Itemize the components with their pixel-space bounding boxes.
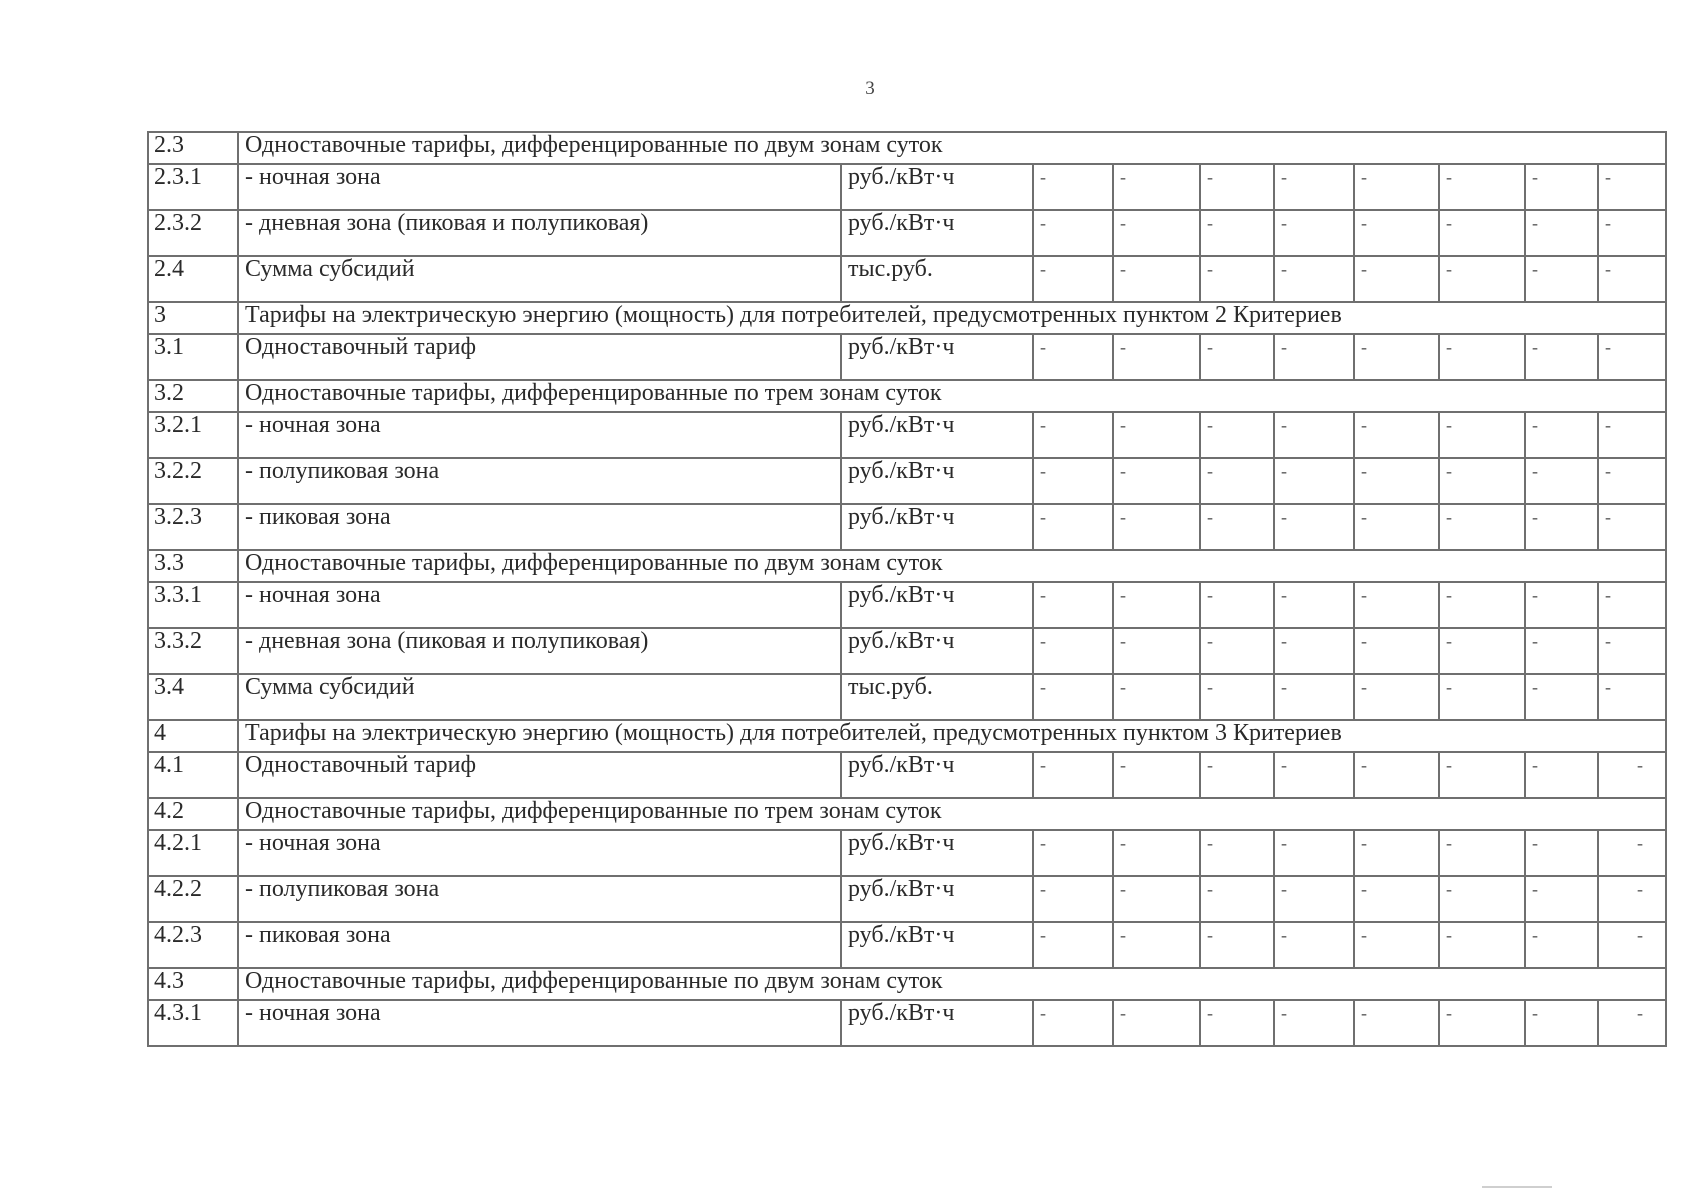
value-cell: - — [1439, 674, 1525, 720]
table-row — [148, 582, 1666, 628]
row-number: 4 — [148, 720, 238, 752]
value-cell: - — [1200, 412, 1274, 458]
value-cell: - — [1033, 210, 1113, 256]
value-cell: - — [1439, 876, 1525, 922]
value-cell: - — [1525, 922, 1598, 968]
value-cell: - — [1598, 922, 1666, 968]
table-row — [148, 458, 1666, 504]
value-cell: - — [1113, 458, 1200, 504]
section-row — [148, 720, 1666, 752]
value-cell: - — [1274, 752, 1354, 798]
table-row — [148, 752, 1666, 798]
row-unit: руб./кВт·ч — [841, 334, 1033, 380]
value-cell: - — [1354, 752, 1439, 798]
value-cell: - — [1598, 1000, 1666, 1046]
row-unit: руб./кВт·ч — [841, 628, 1033, 674]
row-unit: руб./кВт·ч — [841, 830, 1033, 876]
value-cell: - — [1354, 334, 1439, 380]
value-cell: - — [1439, 752, 1525, 798]
table-row — [148, 922, 1666, 968]
row-number: 4.3.1 — [148, 1000, 238, 1046]
value-cell: - — [1525, 210, 1598, 256]
section-title: Одноставочные тарифы, дифференцированные по трем зонам суток — [238, 798, 1666, 830]
value-cell: - — [1274, 1000, 1354, 1046]
value-cell: - — [1439, 334, 1525, 380]
row-number: 3.3 — [148, 550, 238, 582]
value-cell: - — [1113, 674, 1200, 720]
value-cell: - — [1274, 256, 1354, 302]
row-number: 4.2.1 — [148, 830, 238, 876]
row-number: 3.3.2 — [148, 628, 238, 674]
value-cell: - — [1033, 458, 1113, 504]
table-row — [148, 628, 1666, 674]
row-label: - пиковая зона — [238, 504, 841, 550]
value-cell: - — [1200, 256, 1274, 302]
value-cell: - — [1354, 628, 1439, 674]
row-unit: руб./кВт·ч — [841, 164, 1033, 210]
row-number: 4.2.2 — [148, 876, 238, 922]
value-cell: - — [1113, 210, 1200, 256]
value-cell: - — [1525, 830, 1598, 876]
row-number: 3.1 — [148, 334, 238, 380]
value-cell: - — [1113, 922, 1200, 968]
value-cell: - — [1274, 628, 1354, 674]
value-cell: - — [1274, 334, 1354, 380]
section-row — [148, 968, 1666, 1000]
value-cell: - — [1525, 334, 1598, 380]
value-cell: - — [1525, 876, 1598, 922]
row-label: Сумма субсидий — [238, 256, 841, 302]
row-label: - полупиковая зона — [238, 876, 841, 922]
row-label: Одноставочный тариф — [238, 334, 841, 380]
value-cell: - — [1354, 256, 1439, 302]
value-cell: - — [1200, 504, 1274, 550]
row-number: 3.3.1 — [148, 582, 238, 628]
value-cell: - — [1033, 164, 1113, 210]
value-cell: - — [1200, 210, 1274, 256]
value-cell: - — [1200, 334, 1274, 380]
row-number: 3.2 — [148, 380, 238, 412]
row-unit: руб./кВт·ч — [841, 210, 1033, 256]
value-cell: - — [1033, 922, 1113, 968]
section-row — [148, 798, 1666, 830]
row-label: - ночная зона — [238, 164, 841, 210]
value-cell: - — [1439, 830, 1525, 876]
row-number: 3.2.1 — [148, 412, 238, 458]
value-cell: - — [1598, 752, 1666, 798]
value-cell: - — [1113, 334, 1200, 380]
value-cell: - — [1525, 582, 1598, 628]
row-unit: руб./кВт·ч — [841, 504, 1033, 550]
value-cell: - — [1113, 830, 1200, 876]
value-cell: - — [1033, 334, 1113, 380]
section-title: Тарифы на электрическую энергию (мощность) для потребителей, предусмотренных пунктом 3 Критериев — [238, 720, 1666, 752]
value-cell: - — [1200, 922, 1274, 968]
value-cell: - — [1274, 876, 1354, 922]
row-number: 3.2.3 — [148, 504, 238, 550]
row-unit: тыс.руб. — [841, 674, 1033, 720]
row-label: - пиковая зона — [238, 922, 841, 968]
value-cell: - — [1113, 256, 1200, 302]
value-cell: - — [1439, 504, 1525, 550]
row-number: 2.3 — [148, 132, 238, 164]
value-cell: - — [1033, 412, 1113, 458]
row-unit: руб./кВт·ч — [841, 876, 1033, 922]
section-row — [148, 302, 1666, 334]
value-cell: - — [1200, 164, 1274, 210]
table-body — [148, 132, 1666, 1046]
row-label: - ночная зона — [238, 412, 841, 458]
value-cell: - — [1274, 674, 1354, 720]
value-cell: - — [1354, 1000, 1439, 1046]
table-row — [148, 412, 1666, 458]
value-cell: - — [1439, 1000, 1525, 1046]
value-cell: - — [1354, 504, 1439, 550]
value-cell: - — [1354, 876, 1439, 922]
value-cell: - — [1525, 164, 1598, 210]
row-number: 2.3.1 — [148, 164, 238, 210]
table-row — [148, 876, 1666, 922]
value-cell: - — [1598, 412, 1666, 458]
value-cell: - — [1113, 628, 1200, 674]
table-row — [148, 256, 1666, 302]
row-number: 3.2.2 — [148, 458, 238, 504]
value-cell: - — [1354, 458, 1439, 504]
value-cell: - — [1439, 412, 1525, 458]
section-title: Одноставочные тарифы, дифференцированные по двум зонам суток — [238, 550, 1666, 582]
value-cell: - — [1033, 628, 1113, 674]
value-cell: - — [1354, 830, 1439, 876]
row-label: - дневная зона (пиковая и полупиковая) — [238, 210, 841, 256]
value-cell: - — [1598, 504, 1666, 550]
value-cell: - — [1033, 582, 1113, 628]
row-unit: тыс.руб. — [841, 256, 1033, 302]
section-title: Одноставочные тарифы, дифференцированные по двум зонам суток — [238, 968, 1666, 1000]
value-cell: - — [1113, 582, 1200, 628]
value-cell: - — [1274, 164, 1354, 210]
value-cell: - — [1525, 458, 1598, 504]
value-cell: - — [1598, 628, 1666, 674]
value-cell: - — [1113, 1000, 1200, 1046]
value-cell: - — [1598, 210, 1666, 256]
value-cell: - — [1354, 674, 1439, 720]
value-cell: - — [1033, 876, 1113, 922]
page-number: 3 — [865, 78, 875, 99]
value-cell: - — [1200, 582, 1274, 628]
row-unit: руб./кВт·ч — [841, 458, 1033, 504]
value-cell: - — [1274, 922, 1354, 968]
value-cell: - — [1274, 830, 1354, 876]
value-cell: - — [1274, 412, 1354, 458]
value-cell: - — [1598, 334, 1666, 380]
value-cell: - — [1033, 752, 1113, 798]
value-cell: - — [1200, 876, 1274, 922]
row-number: 4.2 — [148, 798, 238, 830]
value-cell: - — [1354, 210, 1439, 256]
value-cell: - — [1200, 1000, 1274, 1046]
value-cell: - — [1525, 412, 1598, 458]
value-cell: - — [1525, 1000, 1598, 1046]
row-unit: руб./кВт·ч — [841, 412, 1033, 458]
row-label: Сумма субсидий — [238, 674, 841, 720]
row-label: - полупиковая зона — [238, 458, 841, 504]
value-cell: - — [1598, 256, 1666, 302]
value-cell: - — [1439, 256, 1525, 302]
value-cell: - — [1033, 1000, 1113, 1046]
value-cell: - — [1354, 412, 1439, 458]
section-row — [148, 132, 1666, 164]
value-cell: - — [1439, 628, 1525, 674]
value-cell: - — [1274, 504, 1354, 550]
value-cell: - — [1439, 922, 1525, 968]
row-number: 4.2.3 — [148, 922, 238, 968]
table-row — [148, 334, 1666, 380]
table-row — [148, 1000, 1666, 1046]
value-cell: - — [1033, 674, 1113, 720]
table-row — [148, 164, 1666, 210]
value-cell: - — [1525, 752, 1598, 798]
section-row — [148, 380, 1666, 412]
section-title: Тарифы на электрическую энергию (мощность) для потребителей, предусмотренных пунктом 2 Критериев — [238, 302, 1666, 334]
value-cell: - — [1113, 412, 1200, 458]
row-number: 3.4 — [148, 674, 238, 720]
value-cell: - — [1200, 752, 1274, 798]
value-cell: - — [1354, 164, 1439, 210]
value-cell: - — [1525, 674, 1598, 720]
value-cell: - — [1200, 458, 1274, 504]
value-cell: - — [1354, 922, 1439, 968]
row-label: - дневная зона (пиковая и полупиковая) — [238, 628, 841, 674]
row-label: - ночная зона — [238, 830, 841, 876]
value-cell: - — [1200, 674, 1274, 720]
value-cell: - — [1439, 458, 1525, 504]
table-row — [148, 830, 1666, 876]
row-number: 2.4 — [148, 256, 238, 302]
row-number: 4.3 — [148, 968, 238, 1000]
value-cell: - — [1113, 876, 1200, 922]
section-title: Одноставочные тарифы, дифференцированные по двум зонам суток — [238, 132, 1666, 164]
value-cell: - — [1200, 628, 1274, 674]
value-cell: - — [1033, 830, 1113, 876]
table-row — [148, 210, 1666, 256]
row-number: 2.3.2 — [148, 210, 238, 256]
value-cell: - — [1113, 752, 1200, 798]
value-cell: - — [1274, 210, 1354, 256]
tariff-table — [147, 131, 1667, 1047]
value-cell: - — [1598, 458, 1666, 504]
value-cell: - — [1598, 164, 1666, 210]
row-unit: руб./кВт·ч — [841, 922, 1033, 968]
value-cell: - — [1439, 164, 1525, 210]
row-label: - ночная зона — [238, 1000, 841, 1046]
row-label: - ночная зона — [238, 582, 841, 628]
row-unit: руб./кВт·ч — [841, 752, 1033, 798]
row-number: 3 — [148, 302, 238, 334]
section-row — [148, 550, 1666, 582]
row-number: 4.1 — [148, 752, 238, 798]
value-cell: - — [1525, 256, 1598, 302]
value-cell: - — [1354, 582, 1439, 628]
row-unit: руб./кВт·ч — [841, 1000, 1033, 1046]
value-cell: - — [1274, 582, 1354, 628]
value-cell: - — [1439, 210, 1525, 256]
table-row — [148, 674, 1666, 720]
value-cell: - — [1598, 830, 1666, 876]
value-cell: - — [1274, 458, 1354, 504]
value-cell: - — [1113, 164, 1200, 210]
row-label: Одноставочный тариф — [238, 752, 841, 798]
value-cell: - — [1033, 256, 1113, 302]
value-cell: - — [1598, 582, 1666, 628]
value-cell: - — [1439, 582, 1525, 628]
value-cell: - — [1525, 628, 1598, 674]
table-row — [148, 504, 1666, 550]
value-cell: - — [1113, 504, 1200, 550]
value-cell: - — [1200, 830, 1274, 876]
value-cell: - — [1033, 504, 1113, 550]
value-cell: - — [1598, 674, 1666, 720]
row-unit: руб./кВт·ч — [841, 582, 1033, 628]
value-cell: - — [1525, 504, 1598, 550]
section-title: Одноставочные тарифы, дифференцированные по трем зонам суток — [238, 380, 1666, 412]
footer-mark — [1482, 1186, 1552, 1188]
value-cell: - — [1598, 876, 1666, 922]
